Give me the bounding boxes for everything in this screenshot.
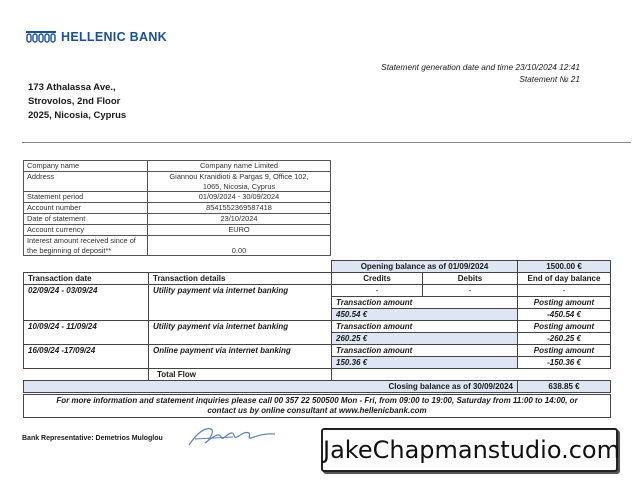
transaction-amount-label: Transaction amount [332,297,518,309]
transaction-date: 16/09/24 -17/09/24 [24,345,149,369]
info-row [24,236,331,256]
posting-amount-label: Posting amount [518,297,611,309]
table-header-row [24,273,611,285]
bank-name: HELLENIC BANK [61,30,167,44]
footer-line-1: For more information and statement inquiries please call 00 357 22 500500 Mon - Fri, from 09:00 to 19:00, Saturday from 11:00 to 14:00, or [56,396,578,405]
address-line-2: Strovolos, 2nd Floor [28,96,121,107]
transactions-table [23,260,611,393]
transaction-amount: 260.25 € [332,333,518,345]
posting-amount-label: Posting amount [518,321,611,333]
divider [22,142,631,143]
opening-balance-value: 1500.00 € [518,261,611,273]
transaction-amount-label: Transaction amount [332,345,518,357]
info-label: Date of statement [24,214,148,225]
address-line-3: 2025, Nicosia, Cyprus [28,110,127,121]
transaction-amount-label: Transaction amount [332,321,518,333]
table-row [24,321,611,333]
address-line-1: 173 Athalassa Ave., [28,82,116,93]
transaction-details: Online payment via internet banking [149,345,332,369]
info-row [24,203,331,214]
info-value: Giannou Kranidioti & Pargas 9, Office 102, 1065, Nicosia, Cyprus [148,172,331,192]
opening-balance-label: Opening balance as of 01/09/2024 [332,261,518,273]
closing-balance-row [24,381,611,393]
info-row [24,225,331,236]
posting-amount: -260.25 € [518,333,611,345]
info-value: 0.00 [148,236,331,256]
total-flow-row [24,369,611,381]
info-value: EURO [148,225,331,236]
info-row [24,172,331,192]
bank-representative: Bank Representative: Demetrios Muloglou [22,435,163,442]
watermark-badge: JakeChapmanstudio.com [321,428,618,472]
info-label: Statement period [24,192,148,203]
table-row [24,345,611,357]
col-end-of-day-balance: End of day balance [518,273,611,285]
posting-amount: -450.54 € [518,309,611,321]
transaction-details: Utility payment via internet banking [149,285,332,321]
signature-image [185,423,280,449]
transaction-amount: 150.36 € [332,357,518,369]
posting-amount-label: Posting amount [518,345,611,357]
opening-balance-row [24,261,611,273]
closing-balance-label: Closing balance as of 30/09/2024 [24,381,518,393]
info-row [24,161,331,172]
info-row [24,192,331,203]
footer-info [23,394,611,418]
col-transaction-date: Transaction date [24,273,149,285]
info-label: Address [24,172,148,192]
statement-generated: Statement generation date and time 23/10/2024 12:41 [381,62,580,72]
bank-logo-icon [26,30,56,44]
credits-cell: - [332,285,423,297]
transaction-amount: 450.54 € [332,309,518,321]
statement-number: Statement № 21 [519,74,580,84]
total-flow-label: Total Flow [149,369,332,381]
table-row [24,285,611,297]
eod-cell: - [518,285,611,297]
transaction-date: 02/09/24 - 03/09/24 [24,285,149,321]
info-value: 01/09/2024 - 30/09/2024 [148,192,331,203]
info-row [24,214,331,225]
footer-line-2: contact us by online consultant at www.hellenicbank.com [207,406,427,415]
info-label: Account number [24,203,148,214]
bank-logo [26,28,167,46]
posting-amount: -150.36 € [518,357,611,369]
info-value: Company name Limited [148,161,331,172]
col-debits: Debits [423,273,518,285]
transaction-details: Utility payment via internet banking [149,321,332,345]
closing-balance-value: 638.85 € [518,381,611,393]
transaction-date: 10/09/24 - 11/09/24 [24,321,149,345]
debits-cell: - [423,285,518,297]
info-label: Interest amount received since of the beginning of deposit** [24,236,148,256]
info-label: Account currency [24,225,148,236]
col-transaction-details: Transaction details [149,273,332,285]
col-credits: Credits [332,273,423,285]
info-value: 23/10/2024 [148,214,331,225]
info-label: Company name [24,161,148,172]
account-info-table [23,160,331,256]
info-value: 8541552369587418 [148,203,331,214]
